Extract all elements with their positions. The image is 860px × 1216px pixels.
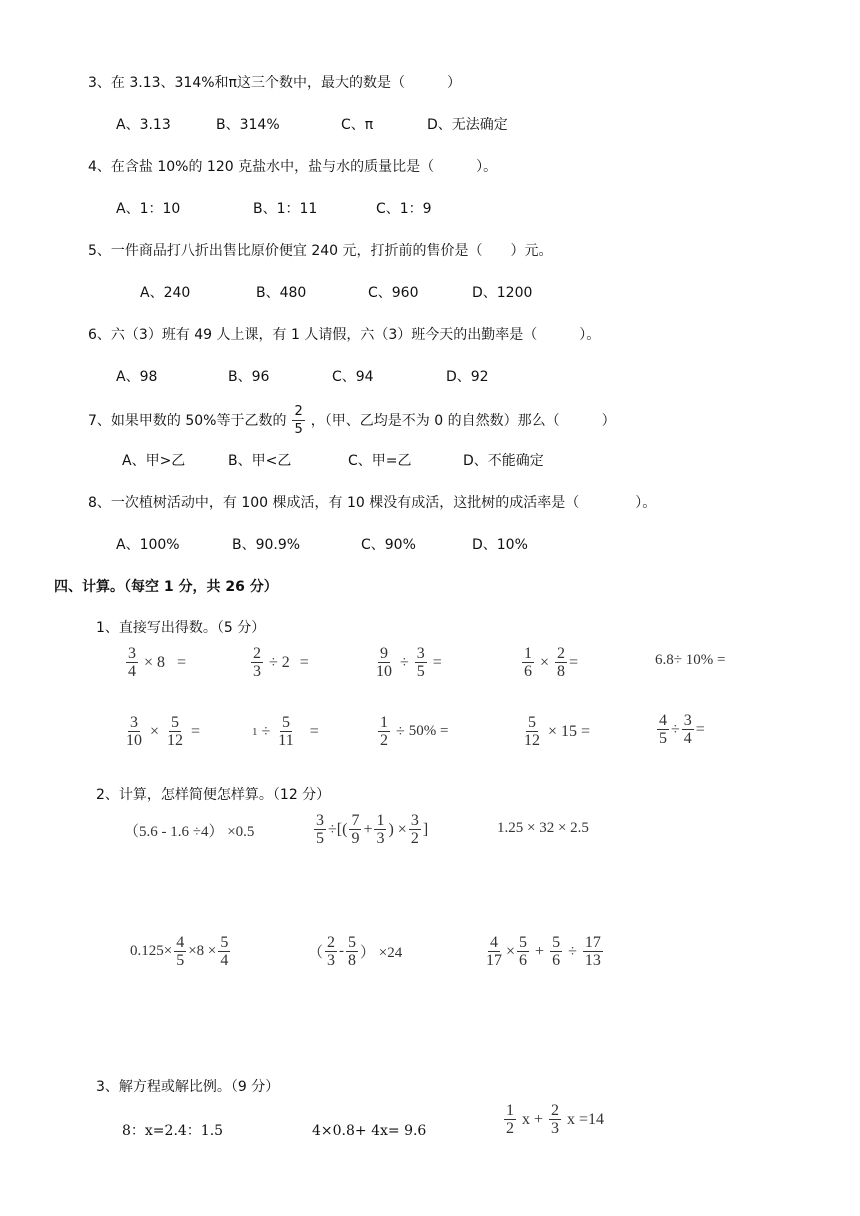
q7-option-c: C、甲=乙 <box>348 453 412 469</box>
q8-option-b: B、90.9% <box>232 537 301 553</box>
simplify-expr-4: 0.125× $\frac{4}{5}$ ×8 × $\frac{5}{4}$ <box>130 934 229 969</box>
equation-2: 4×0.8+ 4x= 9.6 <box>312 1123 427 1139</box>
fraction: $\frac{4}{5}$ <box>659 712 667 747</box>
simplify-expr-6: $\frac{4}{17}$ × $\frac{5}{6}$ + $\frac{5}{6}$ ÷ $\frac{17}{13}$ <box>486 934 601 969</box>
fraction: $\frac{5}{4}$ <box>220 934 229 969</box>
q4-option-b: B、1：11 <box>253 201 318 217</box>
q7-option-a: A、甲>乙 <box>122 453 186 469</box>
q7-option-d: D、不能确定 <box>463 453 544 469</box>
direct-calc-2: $\frac{2}{3}$ ÷ 2 = <box>253 645 309 680</box>
sub-heading-equations: 3、解方程或解比例。（9 分） <box>96 1079 280 1095</box>
q6-option-c: C、94 <box>332 369 374 385</box>
q6-option-d: D、92 <box>446 369 489 385</box>
equation-1: 8：x=2.4：1.5 <box>122 1123 224 1139</box>
q7-frac-den: 5 <box>294 422 303 437</box>
fraction: $\frac{4}{5}$ <box>176 934 185 969</box>
q5-option-d: D、1200 <box>472 285 533 301</box>
q4-option-a: A、1：10 <box>116 201 181 217</box>
q7-text-post: ，（甲、乙均是不为 0 的自然数）那么（ ） <box>310 412 616 429</box>
fraction: $\frac{2}{8}$ <box>557 645 566 680</box>
q3-option-d: D、无法确定 <box>427 117 508 133</box>
q3-option-b: B、314% <box>216 117 280 133</box>
question-5: 5、一件商品打八折出售比原价便宜 240 元，打折前的售价是（ ）元。 <box>88 243 553 259</box>
fraction: $\frac{2}{3}$ <box>551 1102 560 1137</box>
question-6: 6、六（3）班有 49 人上课，有 1 人请假，六（3）班今天的出勤率是（ ）。 <box>88 327 601 343</box>
fraction: $\frac{2}{3}$ <box>327 934 336 969</box>
q3-option-a: A、3.13 <box>116 117 171 133</box>
fraction: $\frac{1}{2}$ <box>506 1102 514 1137</box>
direct-calc-8: $\frac{1}{2}$ ÷ 50% = <box>380 714 449 749</box>
direct-calc-4: $\frac{1}{6}$ × $\frac{2}{8}$ = <box>524 645 579 680</box>
fraction: $\frac{1}{2}$ <box>380 714 388 749</box>
q6-option-b: B、96 <box>228 369 270 385</box>
fraction: $\frac{3}{5}$ <box>416 645 425 680</box>
fraction: $\frac{3}{5}$ <box>316 812 324 847</box>
fraction: $\frac{7}{9}$ <box>351 812 360 847</box>
simplify-expr-5: （ $\frac{2}{3}$ - $\frac{5}{8}$ ） ×24 <box>308 934 403 969</box>
direct-calc-10: $\frac{4}{5}$ ÷ $\frac{3}{4}$ = <box>659 712 705 747</box>
equation-3: $\frac{1}{2}$ x + $\frac{2}{3}$ x =14 <box>506 1102 605 1137</box>
q4-option-c: C、1：9 <box>376 201 432 217</box>
q5-option-a: A、240 <box>140 285 191 301</box>
fraction: $\frac{4}{17}$ <box>486 934 502 969</box>
question-8: 8、一次植树活动中，有 100 棵成活，有 10 棵没有成活，这批树的成活率是（ ）。 <box>88 495 657 511</box>
q8-option-c: C、90% <box>361 537 416 553</box>
question-4: 4、在含盐 10%的 120 克盐水中，盐与水的质量比是（ ）。 <box>88 159 498 175</box>
simplify-expr-1: （5.6 - 1.6 ÷4） ×0.5 <box>124 824 255 840</box>
q7-frac-num: 2 <box>294 404 303 419</box>
fraction: $\frac{1}{6}$ <box>524 645 532 680</box>
fraction: $\frac{2}{3}$ <box>253 645 261 680</box>
section-4-title: 四、计算。（每空 1 分，共 26 分） <box>54 579 278 595</box>
fraction: $\frac{5}{8}$ <box>348 934 357 969</box>
direct-calc-9: $\frac{5}{12}$ × 15 = <box>524 714 591 749</box>
question-3: 3、在 3.13、314%和π这三个数中，最大的数是（ ） <box>88 75 461 91</box>
q7-option-b: B、甲<乙 <box>228 453 292 469</box>
sub-heading-simplify: 2、计算，怎样简便怎样算。（12 分） <box>96 787 331 803</box>
fraction: $\frac{5}{6}$ <box>519 934 528 969</box>
fraction: $\frac{5}{12}$ <box>167 714 184 749</box>
fraction: $\frac{3}{4}$ <box>128 645 136 680</box>
fraction: $\frac{3}{10}$ <box>126 714 142 749</box>
q5-option-c: C、960 <box>368 285 419 301</box>
direct-calc-5: 6.8÷ 10% = <box>655 652 726 668</box>
q5-option-b: B、480 <box>256 285 307 301</box>
q8-option-d: D、10% <box>472 537 528 553</box>
direct-calc-3: $\frac{9}{10}$ ÷ $\frac{3}{5}$ = <box>376 645 442 680</box>
q8-option-a: A、100% <box>116 537 180 553</box>
fraction: $\frac{5}{11}$ <box>278 714 294 749</box>
question-7 <box>88 403 616 438</box>
simplify-expr-2: $\frac{3}{5}$ ÷[( $\frac{7}{9}$ + $\frac{1}{3}$ ) × $\frac{3}{2}$ ] <box>316 812 429 847</box>
fraction: $\frac{1}{3}$ <box>376 812 385 847</box>
sub-heading-direct: 1、直接写出得数。（5 分） <box>96 620 266 636</box>
q7-fraction <box>292 403 304 438</box>
fraction: $\frac{17}{13}$ <box>584 934 601 969</box>
q7-text-pre: 7、如果甲数的 50%等于乙数的 <box>88 412 287 429</box>
fraction: $\frac{5}{12}$ <box>524 714 540 749</box>
q6-option-a: A、98 <box>116 369 158 385</box>
fraction: $\frac{3}{4}$ <box>683 712 692 747</box>
q3-option-c: C、π <box>341 117 374 133</box>
simplify-expr-3: 1.25 × 32 × 2.5 <box>497 820 589 836</box>
fraction: $\frac{9}{10}$ <box>376 645 392 680</box>
fraction: $\frac{3}{2}$ <box>410 812 419 847</box>
direct-calc-6: $\frac{3}{10}$ × $\frac{5}{12}$ = <box>126 714 201 749</box>
fraction: $\frac{5}{6}$ <box>552 934 561 969</box>
direct-calc-1: $\frac{3}{4}$ × 8 = <box>128 645 187 680</box>
direct-calc-7: 1 ÷ $\frac{5}{11}$ = <box>252 714 319 749</box>
